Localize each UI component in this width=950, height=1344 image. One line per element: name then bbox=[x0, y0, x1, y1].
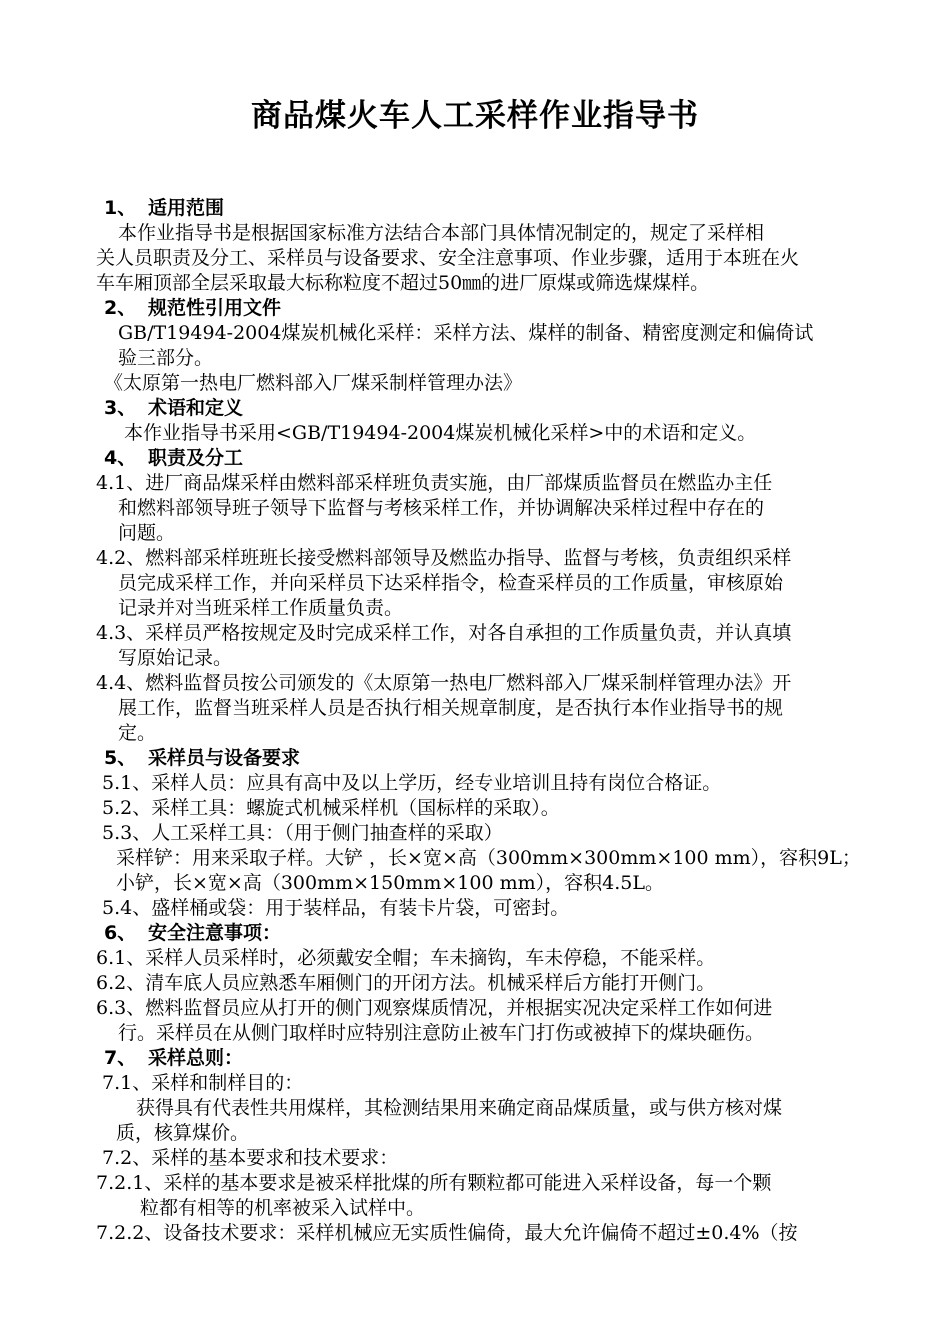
document-title: 商品煤火车人工采样作业指导书 bbox=[251, 98, 699, 134]
section-title: 规范性引用文件 bbox=[148, 297, 282, 319]
section-number: 1、 bbox=[104, 197, 137, 219]
paragraph-line: 定。 bbox=[118, 722, 157, 744]
section-7-heading bbox=[104, 1046, 243, 1071]
paragraph-line: 4.3、采样员严格按规定及时完成采样工作，对各自承担的工作质量负责，并认真填 bbox=[96, 622, 792, 644]
paragraph-line: 和燃料部领导班子领导下监督与考核采样工作，并协调解决采样过程中存在的 bbox=[118, 497, 765, 519]
paragraph-line: 关人员职责及分工、采样员与设备要求、安全注意事项、作业步骤，适用于本班在火 bbox=[96, 247, 800, 269]
paragraph-line: 4.4、燃料监督员按公司颁发的《太原第一热电厂燃料部入厂煤采制样管理办法》开 bbox=[96, 672, 792, 694]
paragraph-line: 5.4、盛样桶或袋：用于装样品，有装卡片袋，可密封。 bbox=[102, 897, 570, 919]
section-number: 3、 bbox=[104, 397, 137, 419]
section-5-heading bbox=[104, 746, 300, 771]
section-title: 采样员与设备要求 bbox=[148, 747, 301, 769]
paragraph-line: 展工作，监督当班采样人员是否执行相关规章制度，是否执行本作业指导书的规 bbox=[118, 697, 784, 719]
section-title: 安全注意事项： bbox=[148, 922, 282, 944]
paragraph-line: 本作业指导书采用<GB/T19494-2004煤炭机械化采样>中的术语和定义。 bbox=[124, 422, 757, 444]
paragraph-line: 6.3、燃料监督员应从打开的侧门观察煤质情况，并根据实况决定采样工作如何进 bbox=[96, 997, 773, 1019]
paragraph-line: 问题。 bbox=[118, 522, 176, 544]
paragraph-line: 6.2、清车底人员应熟悉车厢侧门的开闭方法。机械采样后方能打开侧门。 bbox=[96, 972, 716, 994]
section-4-heading bbox=[104, 446, 243, 471]
section-title: 适用范围 bbox=[148, 197, 225, 219]
paragraph-line: 6.1、采样人员采样时，必须戴安全帽；车未摘钩，车未停稳，不能采样。 bbox=[96, 947, 716, 969]
paragraph-line: 小铲，长×宽×高（300mm×150mm×100 mm），容积4.5L。 bbox=[116, 872, 664, 894]
paragraph-line: 本作业指导书是根据国家标准方法结合本部门具体情况制定的，规定了采样相 bbox=[118, 222, 765, 244]
paragraph-line: 7.2、采样的基本要求和技术要求： bbox=[102, 1147, 399, 1169]
paragraph-line: 车车厢顶部全层采取最大标称粒度不超过50㎜的进厂原煤或筛选煤煤样。 bbox=[96, 272, 710, 294]
paragraph-line: 写原始记录。 bbox=[118, 647, 233, 669]
section-title: 职责及分工 bbox=[148, 447, 244, 469]
paragraph-line: GB/T19494-2004煤炭机械化采样：采样方法、煤样的制备、精密度测定和偏倚试 bbox=[118, 322, 814, 344]
paragraph-line: 5.1、采样人员：应具有高中及以上学历，经专业培训且持有岗位合格证。 bbox=[102, 772, 722, 794]
paragraph-line: 7.2.1、采样的基本要求是被采样批煤的所有颗粒都可能进入采样设备，每一个颗 bbox=[96, 1172, 772, 1194]
paragraph-line: 员完成采样工作，并向采样员下达采样指令，检查采样员的工作质量，审核原始 bbox=[118, 572, 784, 594]
section-title: 术语和定义 bbox=[148, 397, 244, 419]
paragraph-line: 采样铲：用来采取子样。大铲 ，长×宽×高（300mm×300mm×100 mm），容积9L； bbox=[116, 847, 861, 869]
section-title: 采样总则： bbox=[148, 1047, 244, 1069]
paragraph-line: 4.1、进厂商品煤采样由燃料部采样班负责实施，由厂部煤质监督员在燃监办主任 bbox=[96, 472, 773, 494]
paragraph-line: 5.2、采样工具：螺旋式机械采样机（国标样的采取）。 bbox=[102, 797, 560, 819]
paragraph-line: 《太原第一热电厂燃料部入厂煤采制样管理办法》 bbox=[104, 372, 523, 394]
paragraph-line: 获得具有代表性共用煤样，其检测结果用来确定商品煤质量，或与供方核对煤 bbox=[136, 1097, 783, 1119]
paragraph-line: 行。采样员在从侧门取样时应特别注意防止被车门打伤或被掉下的煤块砸伤。 bbox=[118, 1022, 765, 1044]
paragraph-line: 5.3、人工采样工具：（用于侧门抽查样的采取） bbox=[102, 822, 503, 844]
paragraph-line: 7.2.2、设备技术要求：采样机械应无实质性偏倚，最大允许偏倚不超过±0.4%（按 bbox=[96, 1222, 798, 1244]
section-number: 5、 bbox=[104, 747, 137, 769]
paragraph-line: 7.1、采样和制样目的： bbox=[102, 1072, 304, 1094]
section-number: 4、 bbox=[104, 447, 137, 469]
paragraph-line: 4.2、燃料部采样班班长接受燃料部领导及燃监办指导、监督与考核，负责组织采样 bbox=[96, 547, 792, 569]
section-3-heading bbox=[104, 396, 243, 421]
section-2-heading bbox=[104, 296, 281, 321]
paragraph-line: 质，核算煤价。 bbox=[116, 1122, 250, 1144]
section-number: 6、 bbox=[104, 922, 137, 944]
section-1-heading bbox=[104, 196, 224, 221]
paragraph-line: 验三部分。 bbox=[118, 347, 214, 369]
section-number: 2、 bbox=[104, 297, 137, 319]
paragraph-line: 记录并对当班采样工作质量负责。 bbox=[118, 597, 404, 619]
section-number: 7、 bbox=[104, 1047, 137, 1069]
paragraph-line: 粒都有相等的机率被采入试样中。 bbox=[140, 1197, 426, 1219]
section-6-heading bbox=[104, 921, 281, 946]
